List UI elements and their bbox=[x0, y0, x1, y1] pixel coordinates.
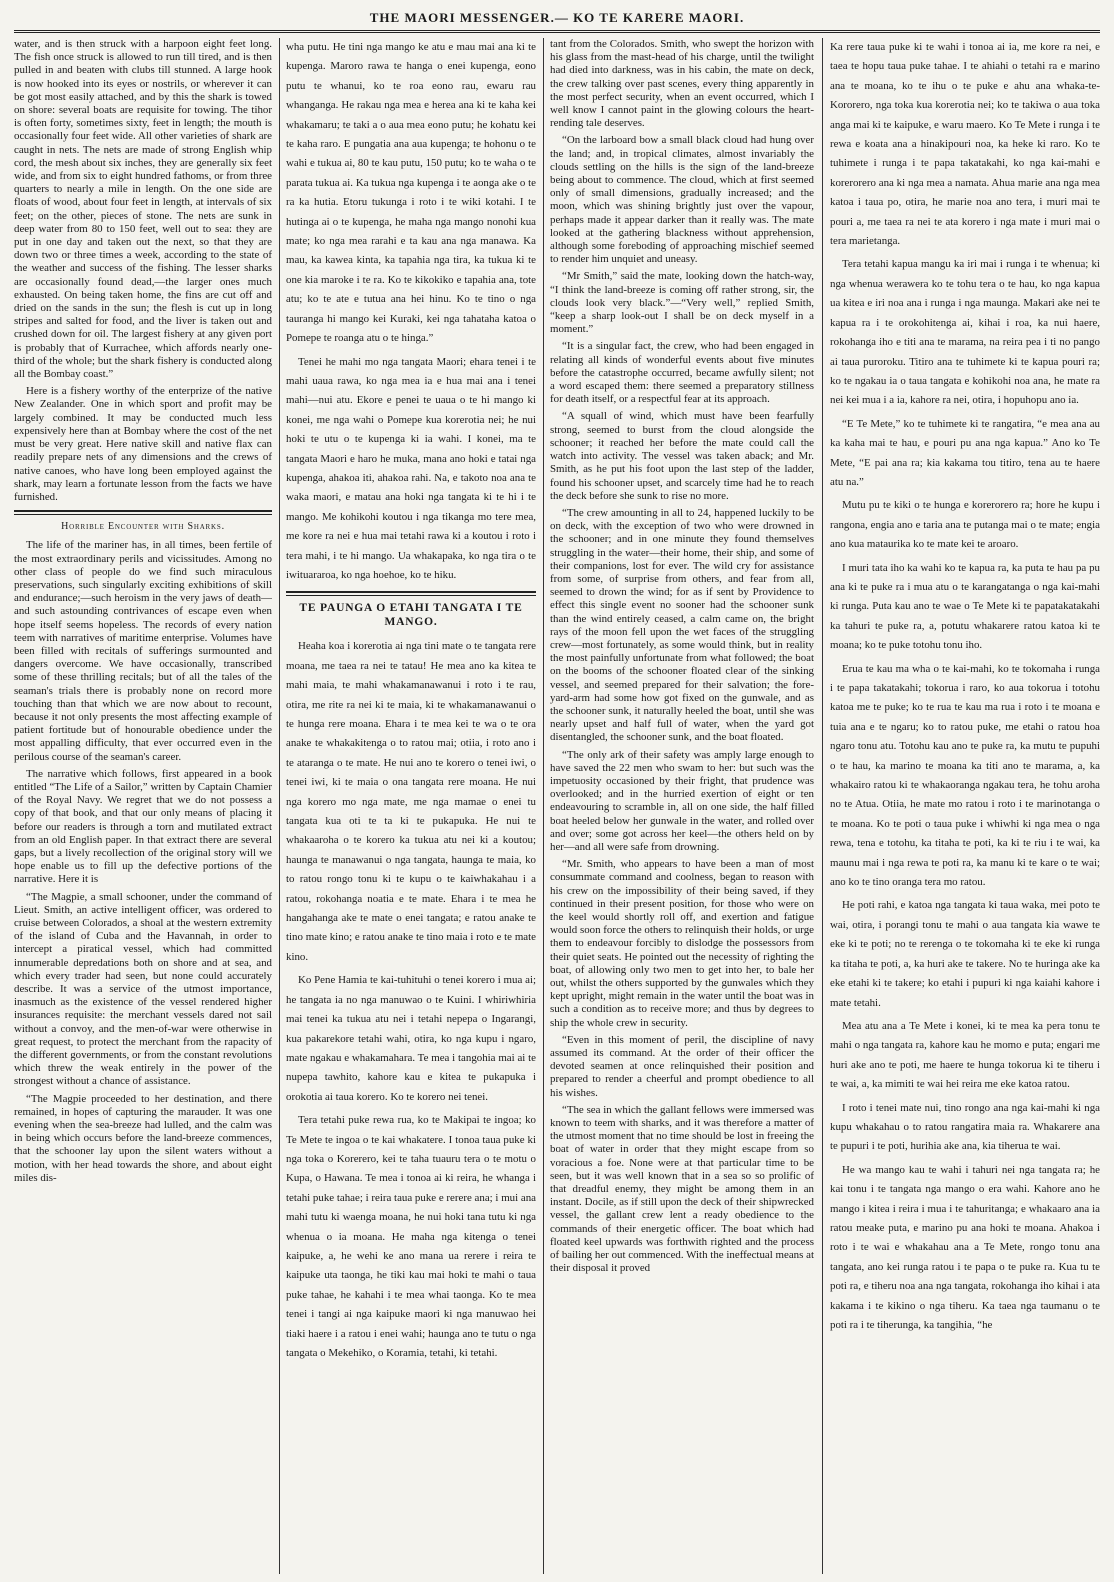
paragraph: “E Te Mete,” ko te tuhimete ki te rangatira, “e mea ana au ka kaha mai te hau, e pouri pu ana nga kapua.” Ano ko Te Mete, “E pai ana ra; kia kakama tou titiro, tena au te haere atu na.” bbox=[830, 417, 1100, 488]
paragraph: Erua te kau ma wha o te kai-mahi, ko te tokomaha i runga i te papa takatakahi; tokorua i raro, ko aua tokorua i totohu katoa me te puke; ko te rua te kau ma rua i roto i te moana e tuia ana e te ngaru; ko to ratou puke, me etahi o ratou hoa ngaro tonu atu. Totohu kau ano te puke ra, ka mutu te pupuhi o te hau, ka marino te moana ka titi ano te marama, a, ka whakairo ratou ki te whakaoranga ngakau tera, he tohu aroha no te Atua. Otiia, he mate mo ratou i roto i te marinotanga o te moana. Ko te poti o taua puke i whiwhi ki nga mea o nga rewa, tena e totohu, ka titaha te poti, ka ki te riu i te wai, ka maunu mai i nga rewa te poti ra, ka manu ki te kare o te wai; ano ko te tino oranga tera mo ratou. bbox=[830, 662, 1100, 889]
newspaper-page bbox=[14, 38, 1100, 1574]
paragraph: Mutu pu te kiki o te hunga e korerorero ra; hore he kupu i rangona, engia ano e taria ana te putanga mai o te mate; engia ano kua mataurika ko te mate kei te aroaro. bbox=[830, 499, 1100, 551]
newspaper-title: THE MAORI MESSENGER.— KO TE KARERE MAORI. bbox=[369, 10, 745, 25]
paragraph: Tera tetahi puke rewa rua, ko te Makipai te ingoa; ko Te Mete te ingoa o te kai whakatere. I tonoa taua puke ki nga toka o Korerero, kei te taha tuauru tera o te motu o Kupa, o Hawana. Te mea i tonoa ai ki reira, he whanga i tetahi puke tahae; i reira taua puke e rerere ana; i mui ana mahi tutu ki waenga moana, he nui hoki tana tutu ki nga whenua o ia moana. He maha nga kitenga o tenei kaipuke, a, he wehi ke ano mana ua rerere i reira te kaipuke uta taonga, he tiki kau mai hoki te mahi o taua puke tahae, he kahahi i te mea whai taonga. Ko te mea tenei i tangi ai nga kaipuke maori ki nga manuwao hei tiaki haere i a ratou i enei wahi; haunga ano te tutu o nga tangata o Mekehiko, o Koramia, tetahi, ki tetahi. bbox=[286, 1114, 536, 1359]
paragraph: “The Magpie proceeded to her destination, and there remained, in hopes of capturing the marauder. It was one evening when the sea-breeze had lulled, and the calm was in being which occurs before the land-breeze commences, that the schooner lay upon the silent waters without a motion, with her head towards the shore, and about eight miles dis- bbox=[14, 1092, 272, 1184]
paragraph: “The sea in which the gallant fellows were immersed was known to teem with sharks, and it was therefore a matter of the utmost moment that no time should be lost in freeing the boat of water in order that they might escape from so voracious a foe. None were at that particular time to be seen, but it was well known that in a sea so so prolific of that dreadful enemy, they might be among them in an instant. Docile, as if still upon the deck of their shipwrecked vessel, the gallant crew lent a ready obedience to the commands of their energetic officer. The boat which had floated keel upwards was forthwith righted and the process of bailing her out commenced. With the ineffectual means at their disposal it proved bbox=[550, 1103, 814, 1275]
paragraph: “The only ark of their safety was amply large enough to have saved the 22 men who swam to her: but such was the impetuosity occasioned by their fright, that prudence was overlooked; and in the hurried exertion of eight or ten endeavouring to scramble in, all on one side, the half filled boat heeled below her gunwale in the water, and rolled over and over; some got across her keel—the others held on by her—and all were safe from drowning. bbox=[550, 748, 814, 853]
paragraph: The narrative which follows, first appeared in a book entitled “The Life of a Sailor,” written by Captain Chamier of the Royal Navy. We regret that we do not possess a copy of that book, and that our only means of placing it before our readers is through a torn and mutilated extract from an old English paper. In that extract there are several gaps, but a lively recollection of the original story will we hope enable us to fill up the defective portions of the narrative. Here it is bbox=[14, 767, 272, 886]
column-rule bbox=[279, 38, 280, 1574]
paragraph: Ko Pene Hamia te kai-tuhituhi o tenei korero i mua ai; he tangata ia no nga manuwao o te Kuini. I whiriwhiria mai tenei ka tukua atu nei i tetahi nepepa o Ingarangi, kua pakarekore tetahi wahi, otira, ko nga kupu i ngaro, mate ngakau e whakamahara. Te mea i tangohia mai ai te nupepa tawhito, kahore kau e kitea te pukapuka i orokotia ai taua korero. Ko te korero nei tenei. bbox=[286, 974, 536, 1103]
paragraph: Tera tetahi kapua mangu ka iri mai i runga i te whenua; ki nga whenua werawera ko te tohu tera o te hau, ko nga kapua ua kitea e iri noa ana i runga i nga maunga. Makari ake nei te kapua ra i te orokohitenga ai, kihai i roa, ka nui haere, rokohanga iho e titi ana te marama, na reira pea i ti no pango ai taua puroroku. Titiro ana te tuhimete ki te kapua pouri ra; ko te ngakau ia o taua tangata e kohikohi noa ana, he mate ra nei kei mua i a ia, kahore ra nei, otira, i hopuhopu ano ia. bbox=[830, 258, 1100, 407]
paragraph: Ka rere taua puke ki te wahi i tonoa ai ia, me kore ra nei, e taea te hopu taua puke tahae. I te ahiahi o tetahi ra e marino ana te moana, ko te ihu o te puke e ahu ana whaka-te-Kororero, nga toka kua korerotia nei; ko te takiwa o aua toka anga mai ki te kaipuke, e waru maero. Ko Te Mete i runga i te rewa e koata ana a hinakipouri noa, ka heke ki raro. Ko te tuhimete i runga i te papa takatakahi, ko nga kai-mahi e korerorero ana ki nga mea a namata. Ahua marie ana nga mea katoa i taua po, otira, he marie noa ano tera, i muri mai te pouri a, me taea ra nei te ata korero i nga mate i muri mai o tera marietanga. bbox=[830, 41, 1100, 248]
article-heading: TE PAUNGA O ETAHI TANGATA I TE MANGO. bbox=[299, 602, 523, 629]
masthead bbox=[0, 0, 1114, 30]
paragraph: Mea atu ana a Te Mete i konei, ki te mea ka pera tonu te mahi o nga tangata ra, kahore kau he momo e puta; engari me huri ake ano te poti, me haere te hunga tokorua ki te tiheru i te wai, a, ka mimiti te wai hei reira me eke katoa ratou. bbox=[830, 1019, 1100, 1091]
column-3 bbox=[550, 38, 814, 1574]
paragraph: Tenei he mahi mo nga tangata Maori; ehara tenei i te mahi uaua rawa, ko nga mea ia e hua mai ana i tenei mahi—nui atu. Ekore e penei te uaua o te hi mango ki konei, me nga wahi o Pomepe kua korerotia nei; he nui hoki te utu o te kupenga ki ia wahi. I konei, ma te tangata Maori e haro he muka, mana ano hoki e tatai nga kupenga, ahakoa iti, ahakoa rahi. Na, e takoto noa ana te waka maori, e matau ana hoki nga tangata ki te hi i te mango. Me kohikohi koutou i nga tikanga mo tere mea, me kore ra nei e hua mai tetahi rawa ki a koutou i roto i tera mahi, i te hi mango. Ua whakapaka, ko nga tira o te iwituararoa, ko nga hoehoe, ko te hiku. bbox=[286, 355, 536, 581]
column-4 bbox=[830, 38, 1100, 1574]
paragraph: “The Magpie, a small schooner, under the command of Lieut. Smith, an active intelligent officer, was ordered to cruise between Colorados, a shoal at the western extremity of the island of Cuba and the Havannah, in order to intercept a piratical vessel, which had committed innumerable depredations both on shore and at sea, and which every trader had seen, but none could accurately describe. It was a service of the utmost importance, inasmuch as the existence of the vessel rendered higher insurances requisite: the merchant vessels dared not sail without a convoy, and the men-of-war were otherwise in great request, to protect the merchant from the rapacity of the different governments, or from the constant revolutions which threw the weak entirely in the power of the strongest without a chance of assistance. bbox=[14, 890, 272, 1088]
paragraph: I roto i tenei mate nui, tino rongo ana nga kai-mahi ki nga kupu whakahau o to ratou rangatira maia ra. Whakarere ana te pupuri i te poti, hurihia ake ana, kia tiherua te wai. bbox=[830, 1101, 1100, 1153]
column-1 bbox=[14, 38, 272, 1574]
paragraph: The life of the mariner has, in all times, been fertile of the most extraordinary perils and vicissitudes. Among no other class of people do we find such miraculous preservations, such singularly exciting exhibitions of skill and endurance;—such heroism in the very jaws of death—and such astounding contrivances of escape even when hope itself seems hopeless. The records of every nation teem with narratives of maritime enterprise. Volumes have been filled with recitals of sufferings surmounted and dangers overcome. We have occasionally, transcribed some of these thrilling recitals; but of all the tales of the seaman's trials there is probably none on record more touching than that which we are now about to recount, because it not only presents the most affecting example of patient fortitude but of honourable obedience under the most appalling difficulty, that ever occurred even in the perilous course of the seaman's career. bbox=[14, 539, 272, 763]
paragraph: “It is a singular fact, the crew, who had been engaged in relating all kinds of wonderful events about five minutes before the catastrophe occurred, became awfully silent; not a word escaped them: there seemed a preparatory stillness for death itself, or a respectful fear at its approach. bbox=[550, 340, 814, 406]
paragraph: “A squall of wind, which must have been fearfully strong, seemed to burst from the cloud alongside the schooner; it reached her before the mate could call the watch into activity. The vessel was taken aback; and Mr. Smith, as he put his foot upon the last step of the ladder, found his schooner upset, and scarcely time had he to reach the deck before she sunk to rise no more. bbox=[550, 410, 814, 502]
paragraph: “The crew amounting in all to 24, happened luckily to be on deck, with the exception of two who were drowned in the schooner; and in one minute they found themselves struggling in the water—their home, their ship, and some of their companions, lost for ever. The wild cry for assistance from some, of surprise from others, and fear from all, seemed to drown the wind; for as if sent by Providence to effect this single event no sooner had the schooner sunk than the wind entirely ceased, a calm came on, the bright rays of the moon fell upon the wet faces of the struggling crew—most fortunately, as some would think, but in reality the most painfully unfortunate from what followed; the boat on the booms of the schooner floated clear of the sinking vessel, and seemed prepared for their salvation; the fore-yard-arm had some how got fixed on the gunwale, and as the schooner sunk, it naturally heeled the boat, until she was nearly upset and half full of water, when the yard got disentangled, the schooner sunk, and the boat floated. bbox=[550, 506, 814, 744]
column-rule bbox=[822, 38, 823, 1574]
article-heading: Horrible Encounter with Sharks. bbox=[61, 521, 225, 533]
paragraph: He wa mango kau te wahi i tahuri nei nga tangata ra; he kai tonu i te tangata nga mango o era wahi. Kahore ano he mango i kitea i reira i mua i te tahuritanga; e whakaaro ana ia ratou meake puta, e marino pu ana hoki te moana. Ahakoa i roto i te wai e whakahau ana a Te Mete, rongo tonu ana tangata, ano kei runga ratou i te papa o te puke ra. Kua tu te poti ra, e tiheru noa ana nga tangata, rokohanga iho kihai i ata kakama i te kikino o nga tiheru. Ka taea nga taumanu o te poti ra i te tiherunga, ka tangihia, “he bbox=[830, 1163, 1100, 1331]
paragraph: “Mr Smith,” said the mate, looking down the hatch-way, “I think the land-breeze is coming off rather strong, sir, the clouds look very black.”—“Very well,” replied Smith, “keep a sharp look-out I shall be on deck myself in a moment.” bbox=[550, 270, 814, 336]
paragraph: “Even in this moment of peril, the discipline of navy assumed its command. At the order of their officer the devoted seamen at once relinquished their position and prepared to render a cheerful and prompt obedience to all his wishes. bbox=[550, 1033, 814, 1099]
column-rule bbox=[543, 38, 544, 1574]
section-separator bbox=[14, 510, 272, 515]
column-2 bbox=[286, 38, 536, 1574]
paragraph: Heaha koa i korerotia ai nga tini mate o te tangata rere moana, me taea ra nei te tatau! He mea ano ka kitea te mahi maia, te mahi whakamanawanui i roto i te rau, otira, me rite ra nei ki te maia, ki te whakamanawanui o te hunga rere moana. Ehara i te mea kei te wa o te ora anake te whakakitenga o to ratou mai; otiia, i roto ano i te ataranga o te mate. He nui ano te korero o tenei iwi, o tenei iwi, ki te maia o ona tangata rere moana. He nui nga korero mo nga mate, me nga mamae o enei tu tangata kua oti te ta ki te pukapuka. He nui te whakaaroha o te korero ka tukua atu nei ki a koutou; haunga te manawanui o nga tangata, haunga te maia, ko to ratou rongo tonu ki te kupu o te kaiwhakahau i a ratou, rokohanga noatia e te mate. Ehara i te mea he hangahanga ake te mate o enei tangata; e ratou anake te tino mate kino; e ratou anake te tino maia i roto e te mate kino. bbox=[286, 640, 536, 963]
masthead-rule bbox=[14, 30, 1100, 33]
paragraph: He poti rahi, e katoa nga tangata ki taua waka, mei poto te wai, otira, i porangi tonu te mahi o aua tangata kia wawe te eke ki te poti; no te rerenga o te tokomaha ki te eke ki runga ka titaha te poti, a, ka huri ake te takere. No te huringa ake ka eke etahi ki te takere; ko etahi i pupuri ki nga kaiahi kahore i mate tetahi. bbox=[830, 899, 1100, 1009]
paragraph: tant from the Colorados. Smith, who swept the horizon with his glass from the mast-head of his charge, until the twilight had died into darkness, was in his cabin, the mate on deck, the crew talking over past scenes, every thing apparently in the most perfect security, when an event occurred, which I well know I cannot paint in the glowing colours the heart-rending tale deserves. bbox=[550, 38, 814, 130]
paragraph: I muri tata iho ka wahi ko te kapua ra, ka puta te hau pa pu ana ki te puke ra i mua atu o te karangatanga o nga kai-mahi ki runga. Puta kau ano te wae o Te Mete ki te papatakatakahi ka tahuri te puke ra, a, potutu whakarere ratou katoa ki te moana; ko te puke totohu tonu iho. bbox=[830, 561, 1100, 652]
paragraph: Here is a fishery worthy of the enterprize of the native New Zealander. One in which sport and profit may be largely combined. It may be conducted much less expensively here than at Bombay where the cost of the net must be very great. Here native skill and native flax can readily prepare nets of any dimensions and the crews of native canoes, who have long been employed against the shark, may learn a fortunate lesson from the facts we have furnished. bbox=[14, 385, 272, 503]
paragraph: wha putu. He tini nga mango ke atu e mau mai ana ki te kupenga. Maroro rawa te hanga o enei kupenga, eono putu te whanui, ko te roa eono rau, ewaru rau whanganga. He rakau nga mea e herea ana ki te kaha kei whakamaru; te taki a o aua mea eono putu; he kohatu kei te kaha raro. E pungatia ana aua kupenga; te hohonu o te wahi e tukua ai, 80 te kau putu, 150 putu; ko te waha o te parata tukua ai. Ka tukua nga kupenga i te aonga ake o te ra ka hutia. Etoru tukunga i roto i te wiki kotahi. I te hutinga ai o te kupenga, he maha nga mango nonohi kua mate; ko nga mea rarahi e ta kau ana nga manawa. Ka mau, ka kawea kinta, ka tapahia nga tira, ka tukua ki te one kia maroke i te ra. Ko te kikokiko e tapahia ana, tote atu; ko te ate e tutua ana hei hinu. Ko te tino o nga tauranga hi mango kei Kuraki, kei nga tahataha katoa o Pomepe te roanga atu o te hinga.” bbox=[286, 41, 536, 345]
paragraph: “On the larboard bow a small black cloud had hung over the land; and, in tropical climates, almost invariably the clouds settling on the hills is the sign of the land-breeze being about to commence. The cloud, which at first seemed only of small dimensions, gradually increased; and the moon, which was shining brightly just over the vapour, perhaps made it appear darker than it really was. The mate looked at the gathering blackness without apprehension, although some foreboding of approaching mischief seemed to render him unquiet and uneasy. bbox=[550, 134, 814, 266]
section-separator bbox=[286, 591, 536, 596]
paragraph: water, and is then struck with a harpoon eight feet long. The fish once struck is allowed to run till tired, and is then pulled in and beaten with clubs till stunned. A large hook is now hooked into its eyes or nostrils, or wherever it can be got most easily attached, and by this the shark is towed on shore: several boats are requisite for towing. The tihor is often forty, sometimes sixty, feet in length; the mouth is occasionally four feet wide. All other varieties of shark are caught in nets. The nets are made of strong English whip cord, the mesh about six inches, they are generally six feet wide, and from six to eight hundred fathoms, or from three quarters to nearly a mile in length. On the one side are floats of wood, about four feet in length, at intervals of six feet; on the other, pieces of stone. The nets are sunk in deep water from 80 to 150 feet, well out to sea: they are put in one day and taken out the next, so that they are down two or three times a week, according to the state of the weather and success of the fishing. The lesser sharks are occasionally found dead,—the larger ones much exhausted. On being taken home, the fins are cut off and dried on the sands in the sun; the flesh is cut up in long stripes and salted for food, and the liver is taken out and crushed down for oil. The largest fishery at any given port is probably that of Kurrachee, which affords nearly one-third of the whole; but the shark fishery is conducted along all the Bombay coast.” bbox=[14, 38, 272, 381]
paragraph: “Mr. Smith, who appears to have been a man of most consummate command and coolness, began to reason with his crew on the impossibility of their being saved, if they continued in their present position, for those who were on the keel would shortly roll off, and exertion and fatigue would soon force the others to relinquish their holds, or urge them to endeavour forcibly to dislodge the possessors from their quiet seats. He pointed out the necessity of righting the boat, of allowing only two men to get into her, to bale her out, whilst the others supported by the gunwales which they kept upright, might remain in the water until the boat was in such a condition as to receive more; and thus by degrees to ship the whole crew in security. bbox=[550, 858, 814, 1029]
